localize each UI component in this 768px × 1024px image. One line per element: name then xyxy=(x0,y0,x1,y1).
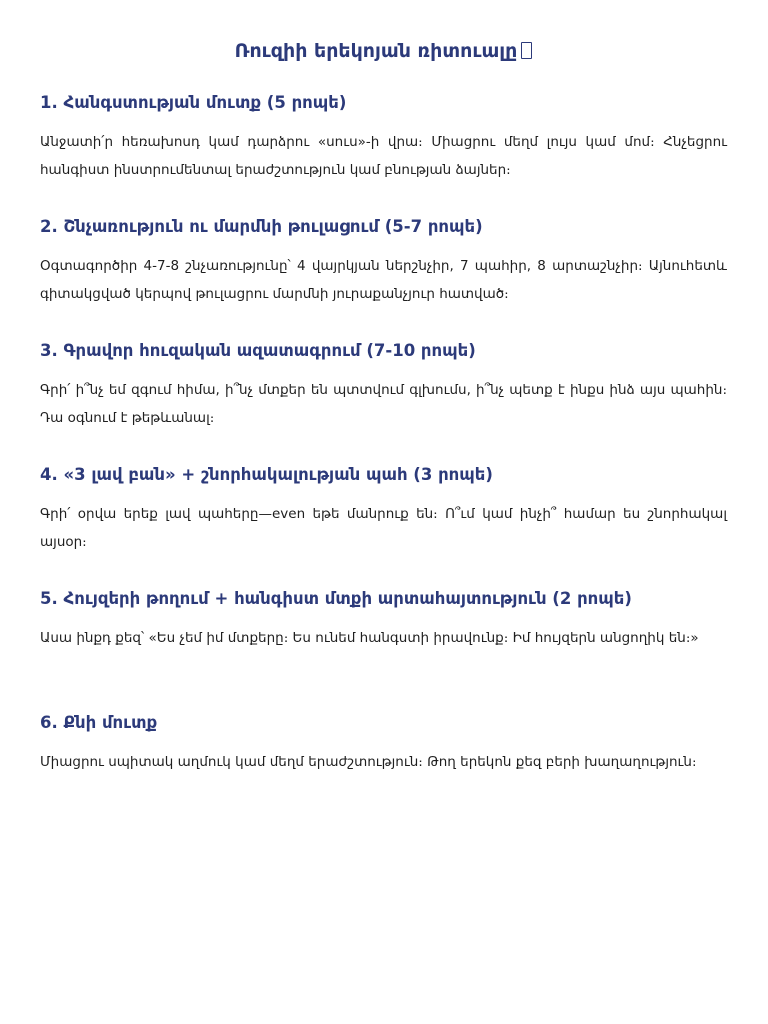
document-title-text: Ռուզիի երեկոյան ռիտուալը xyxy=(234,40,518,62)
section-1 xyxy=(40,92,727,184)
section-3 xyxy=(40,340,727,432)
section-body: Գրի՛ ի՞նչ եմ զգում հիմա, ի՞նչ մտքեր են պտտվում գլխումս, ի՞նչ պետք է ինքս ինձ այս պահին։ Դա օգնում է թեթևանալ։ xyxy=(40,382,727,426)
section-heading: 4. «3 լավ բան» + շնորհակալության պահ (3 րոպե) xyxy=(40,465,493,484)
section-heading: 3. Գրավոր հուզական ազատագրում (7-10 րոպե) xyxy=(40,341,476,360)
section-body: Օգտագործիր 4-7-8 շնչառությունը՝ 4 վայրկյան ներշնչիր, 7 պահիր, 8 արտաշնչիր։ Այնուհետև գիտակցված կերպով թուլացրու մարմնի յուրաքանչյուր հատված։ xyxy=(40,258,727,302)
section-heading: 5. Հույզերի թողում + հանգիստ մտքի արտահայտություն (2 րոպե) xyxy=(40,589,632,608)
section-body: Գրի՛ օրվա երեք լավ պահերը—even եթե մանրուք են։ Ո՞ւմ կամ ինչի՞ համար ես շնորհակալ այսօր։ xyxy=(40,506,727,550)
section-4 xyxy=(40,464,727,556)
document-title xyxy=(40,38,727,64)
section-5 xyxy=(40,588,727,652)
section-body: Անջատի՛ր հեռախոսդ կամ դարձրու «սուս»-ի վրա։ Միացրու մեղմ լույս կամ մոմ։ Հնչեցրու հանգիստ ինստրումենտալ երաժշտություն կամ բնության ձայներ։ xyxy=(40,134,727,178)
section-2 xyxy=(40,216,727,308)
section-heading: 2. Շնչառություն ու մարմնի թուլացում (5-7 րոպե) xyxy=(40,217,483,236)
section-body: Ասա ինքդ քեզ՝ «Ես չեմ իմ մտքերը։ Ես ունեմ հանգստի իրավունք։ Իմ հույզերն անցողիկ են։» xyxy=(40,630,699,646)
section-body: Միացրու սպիտակ աղմուկ կամ մեղմ երաժշտություն։ Թող երեկոն քեզ բերի խաղաղություն։ xyxy=(40,754,697,770)
section-heading: 1. Հանգստության մուտք (5 րոպե) xyxy=(40,93,347,112)
emoji-placeholder-icon xyxy=(521,42,532,59)
section-6 xyxy=(40,712,727,776)
section-heading: 6. Քնի մուտք xyxy=(40,713,158,732)
